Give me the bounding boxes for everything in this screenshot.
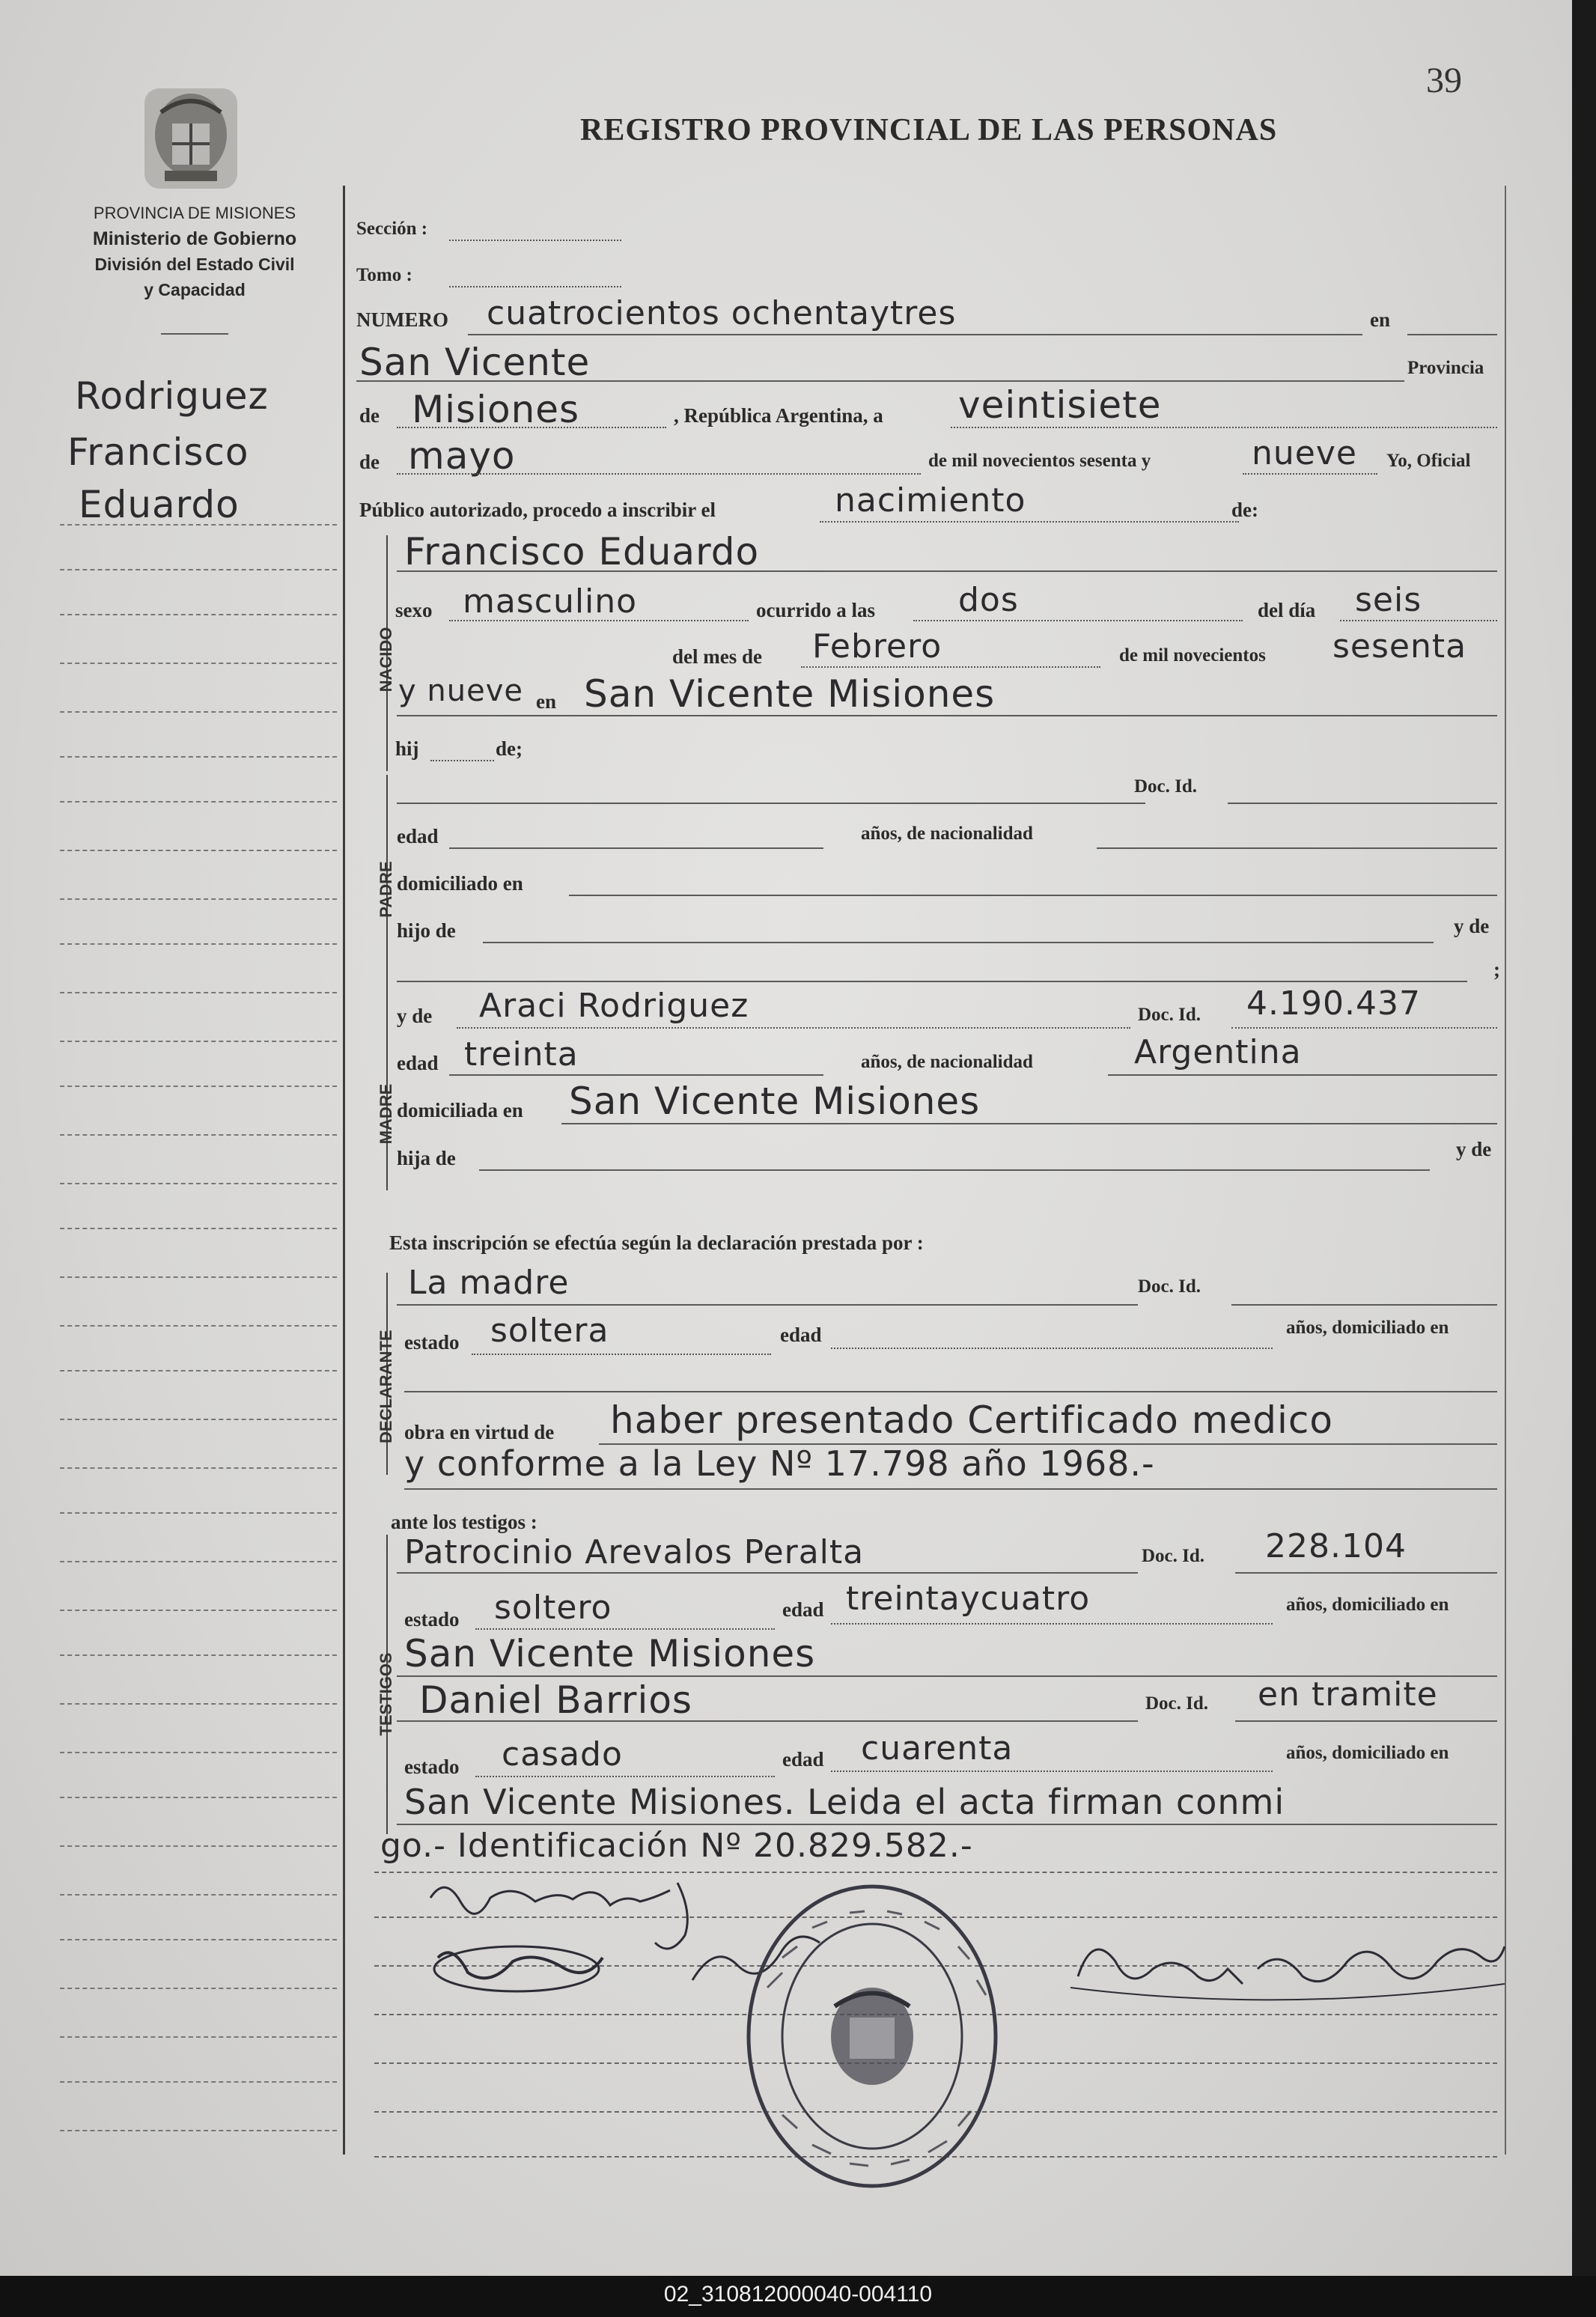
label-ante-testigos: ante los testigos : [391,1511,537,1533]
label-obra: obra en virtud de [404,1421,555,1443]
label-estado-testigo2: estado [404,1756,460,1778]
value-testigo2-doc: en tramite [1258,1675,1438,1714]
value-provincia: Misiones [412,388,580,431]
label-yo-oficial: Yo, Oficial [1386,451,1471,471]
label-doc-id-padre: Doc. Id. [1134,776,1198,797]
side-label-nacido: NACIDO [377,627,395,692]
margin-name-2: Eduardo [79,483,240,526]
value-anio-a: sesenta [1332,627,1467,666]
value-nombre: Francisco Eduardo [404,530,760,573]
side-label-madre: MADRE [377,1083,395,1145]
value-testigo1-dom: San Vicente Misiones [404,1632,816,1675]
value-dia: seis [1355,581,1422,619]
value-cierre: go.- Identificación Nº 20.829.582.- [380,1827,973,1865]
label-edad-madre: edad [397,1052,439,1074]
value-madre-nac: Argentina [1134,1033,1302,1071]
value-obra-1: haber presentado Certificado medico [610,1398,1333,1442]
label-republica: , República Argentina, a [674,404,883,427]
value-acto: nacimiento [835,481,1026,520]
value-testigo2: Daniel Barrios [419,1678,692,1722]
value-madre-doc: 4.190.437 [1246,984,1421,1023]
label-anios-dom-declarante: años, domiciliado en [1286,1318,1449,1338]
value-hora: dos [958,581,1019,619]
label-hija-de: hija de [397,1147,456,1169]
value-anio-b: y nueve [398,674,523,708]
value-madre-edad: treinta [464,1035,579,1074]
label-provincia: Provincia [1407,358,1484,378]
label-del-dia: del día [1258,599,1316,621]
side-label-padre: PADRE [377,861,395,918]
value-testigo1: Patrocinio Arevalos Peralta [404,1533,865,1571]
label-edad-padre: edad [397,825,439,847]
label-de-semi: de; [496,737,523,760]
value-anio-inscripcion: nueve [1252,434,1357,472]
value-testigo1-edad: treintaycuatro [846,1580,1091,1618]
label-doc-id-testigo2: Doc. Id. [1145,1693,1209,1714]
label-de-mil: de mil novecientos sesenta y [928,451,1151,471]
label-estado-declarante: estado [404,1331,460,1354]
office-line-4: y Capacidad [144,280,246,299]
label-doc-id-madre: Doc. Id. [1138,1005,1201,1025]
label-hijo-de: hijo de [397,919,456,942]
label-de-2: de [359,451,380,473]
label-ocurrido: ocurrido a las [756,599,875,621]
label-publico: Público autorizado, procedo a inscribir el [359,499,716,521]
footer-bar [0,2276,1596,2317]
value-mes: Febrero [812,627,942,666]
value-numero: cuatrocientos ochentaytres [487,294,957,332]
office-line-1: PROVINCIA DE MISIONES [93,204,296,222]
label-anios-dom-testigo2: años, domiciliado en [1286,1743,1449,1763]
label-edad-testigo2: edad [782,1748,824,1771]
value-testigo1-estado: soltero [494,1589,612,1627]
label-nac-madre: años, de nacionalidad [861,1052,1033,1072]
office-line-3: División del Estado Civil [94,255,295,274]
coat-of-arms-icon [138,82,243,195]
label-anios-dom-testigo1: años, domiciliado en [1286,1595,1449,1615]
office-header [45,201,344,302]
value-declarante-estado: soltera [490,1312,609,1350]
label-y-de-madre: y de [397,1005,433,1027]
label-seccion: Sección : [356,219,428,239]
side-label-declarante: DECLARANTE [377,1330,395,1443]
label-tomo: Tomo : [356,265,412,285]
label-dom-madre: domiciliada en [397,1099,523,1121]
side-label-testigos: TESTIGOS [377,1652,395,1736]
label-nac-padre: años, de nacionalidad [861,823,1033,844]
value-testigo1-doc: 228.104 [1265,1527,1407,1565]
value-sexo: masculino [463,582,638,621]
value-testigo2-edad: cuarenta [861,1729,1014,1768]
value-testigo2-dom: San Vicente Misiones. Leida el acta firman conmi [404,1782,1285,1822]
label-dom-padre: domiciliado en [397,872,523,895]
label-de-mil-nov: de mil novecientos [1119,645,1266,666]
value-lugar: San Vicente [359,341,591,384]
value-lugar-nac: San Vicente Misiones [584,672,996,716]
official-seal-icon [737,1875,1007,2197]
label-y-de-madre-2: y de [1456,1138,1492,1160]
page-title: REGISTRO PROVINCIAL DE LAS PERSONAS [580,113,1278,147]
label-doc-id-declarante: Doc. Id. [1138,1276,1201,1297]
label-edad-testigo1: edad [782,1598,824,1621]
value-obra-2: y conforme a la Ley Nº 17.798 año 1968.- [404,1443,1155,1484]
label-esta-inscripcion: Esta inscripción se efectúa según la declaración prestada por : [389,1231,924,1254]
value-madre-nombre: Araci Rodriguez [479,987,749,1025]
page-number: 39 [1426,61,1462,100]
label-hij: hij [395,737,419,760]
label-de-1: de [359,404,380,427]
value-dia-inscripcion: veintisiete [958,383,1162,427]
label-en-nac: en [536,690,556,713]
footer-id: 02_310812000040-004110 [663,2282,933,2307]
value-mes-inscripcion: mayo [408,434,516,478]
value-declarante: La madre [408,1264,570,1302]
label-del-mes: del mes de [672,645,762,668]
margin-surname: Rodriguez [75,374,269,418]
value-testigo2-estado: casado [502,1735,623,1773]
label-edad-declarante: edad [780,1324,822,1346]
value-madre-dom: San Vicente Misiones [569,1080,981,1123]
label-en: en [1370,308,1390,331]
label-semicolon: ; [1493,958,1500,981]
label-doc-id-testigo1: Doc. Id. [1142,1546,1205,1566]
label-estado-testigo1: estado [404,1608,460,1631]
label-de-colon: de: [1231,499,1258,521]
label-sexo: sexo [395,599,433,621]
label-numero: NUMERO [356,308,448,331]
label-y-de-padre: y de [1454,915,1490,937]
signature-officer-icon [1056,1916,1520,2021]
margin-name-1: Francisco [67,430,249,474]
office-line-2: Ministerio de Gobierno [92,228,297,249]
